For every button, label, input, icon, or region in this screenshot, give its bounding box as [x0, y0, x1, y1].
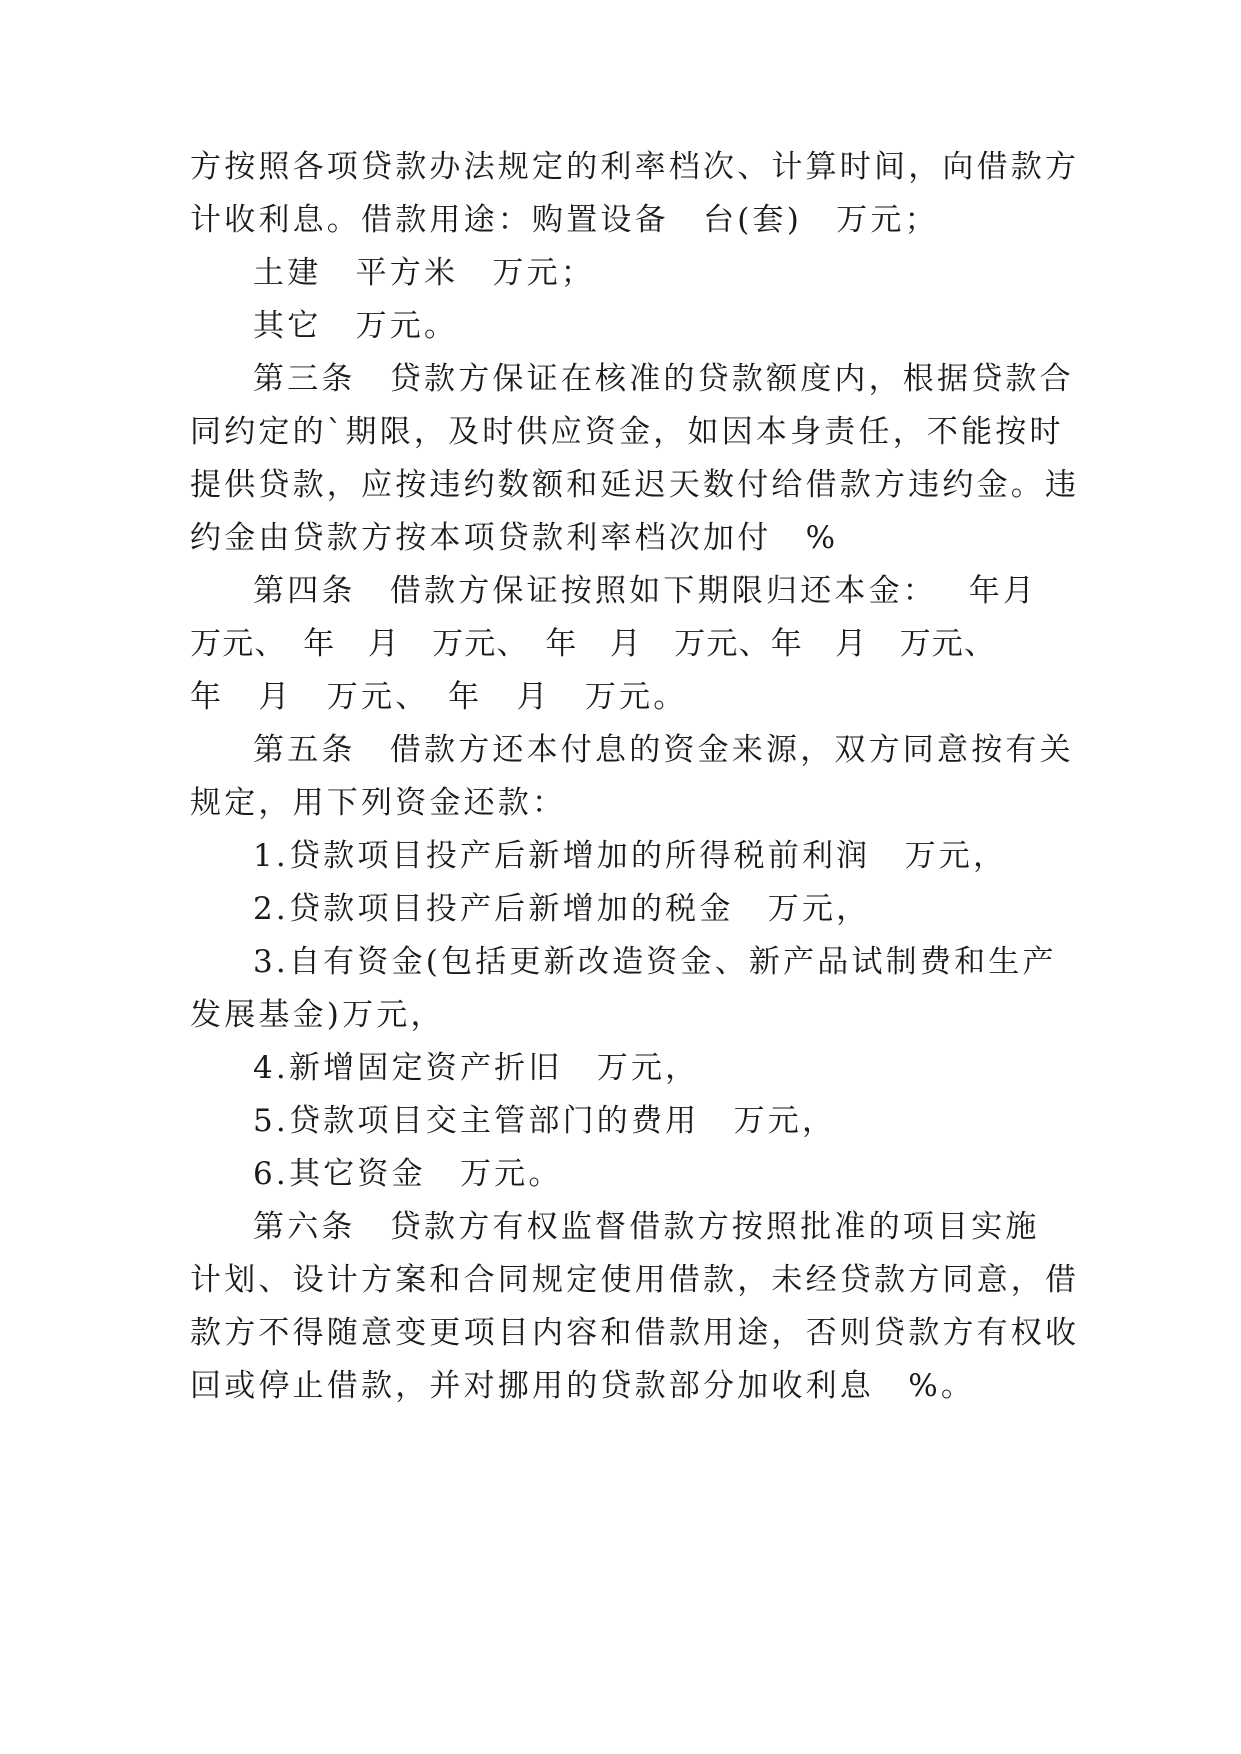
text-line: 万元、 年 月 万元、 年 月 万元、年 月 万元、 — [190, 626, 997, 662]
list-item: 5.贷款项目交主管部门的费用 万元， — [253, 1103, 837, 1139]
text-line: 发展基金)万元， — [190, 997, 445, 1033]
text-line: 土建 平方米 万元； — [253, 255, 595, 291]
text-line: 计收利息。借款用途：购置设备 台(套) 万元； — [190, 202, 939, 238]
text-line: 年 月 万元、 年 月 万元。 — [190, 679, 688, 715]
text-line: 方按照各项贷款办法规定的利率档次、计算时间，向借款方 — [190, 149, 1080, 185]
text-line: 提供贷款，应按违约数额和延迟天数付给借款方违约金。违 — [190, 467, 1080, 503]
text-line: 回或停止借款，并对挪用的贷款部分加收利息 %。 — [190, 1368, 976, 1404]
article-3-heading-line: 第三条 贷款方保证在核准的贷款额度内，根据贷款合 — [253, 361, 1074, 397]
text-line: 规定，用下列资金还款： — [190, 785, 567, 821]
list-item: 4.新增固定资产折旧 万元， — [253, 1050, 700, 1086]
text-line: 其它 万元。 — [253, 308, 459, 344]
list-item: 3.自有资金(包括更新改造资金、新产品试制费和生产 — [253, 944, 1057, 980]
text-line: 计划、设计方案和合同规定使用借款，未经贷款方同意，借 — [190, 1262, 1080, 1298]
article-5-heading-line: 第五条 借款方还本付息的资金来源，双方同意按有关 — [253, 732, 1074, 768]
text-line: 约金由贷款方按本项贷款利率档次加付 % — [190, 520, 839, 556]
text-line: 同约定的`期限，及时供应资金，如因本身责任，不能按时 — [190, 414, 1064, 450]
list-item: 2.贷款项目投产后新增加的税金 万元， — [253, 891, 871, 927]
list-item: 6.其它资金 万元。 — [253, 1156, 563, 1192]
text-line: 款方不得随意变更项目内容和借款用途，否则贷款方有权收 — [190, 1315, 1080, 1351]
article-4-heading-line: 第四条 借款方保证按照如下期限归还本金： 年月 — [253, 573, 1038, 609]
article-6-heading-line: 第六条 贷款方有权监督借款方按照批准的项目实施 — [253, 1209, 1040, 1245]
list-item: 1.贷款项目投产后新增加的所得税前利润 万元， — [253, 838, 1008, 874]
